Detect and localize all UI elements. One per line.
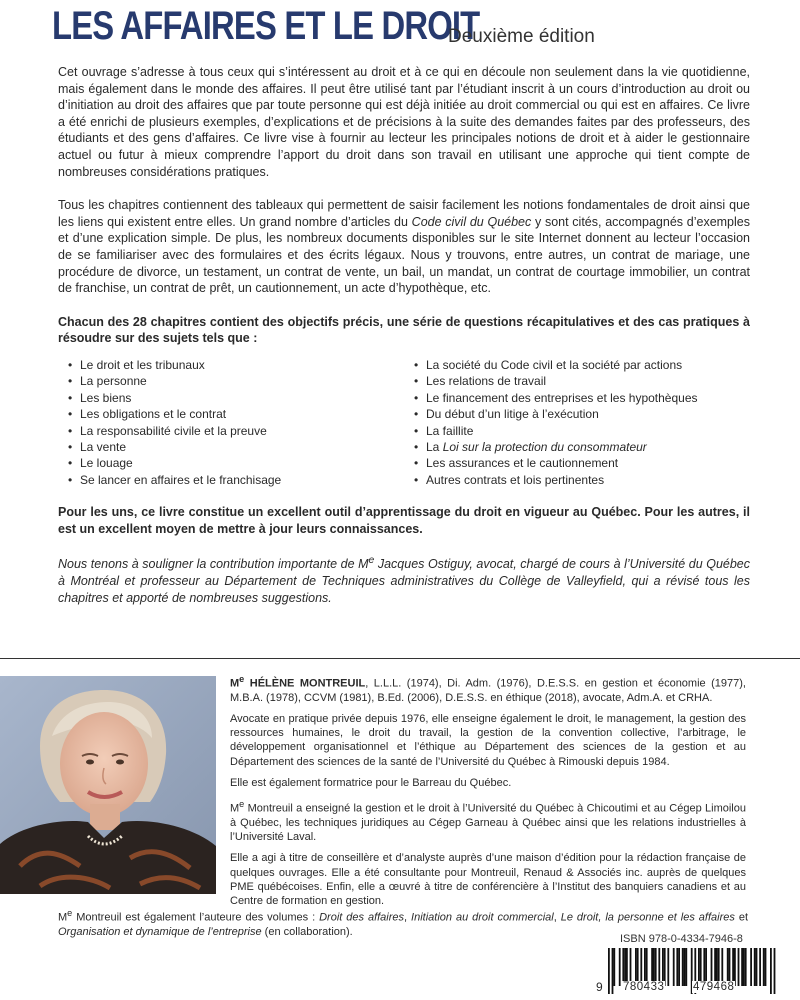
volume-title: Droit des affaires bbox=[319, 911, 405, 924]
barcode-bar bbox=[685, 948, 687, 986]
author-credentials: , L.L.L. (1974), Di. Adm. (1976), D.E.S.S. en gestion et économie (1977), M.B.A. (1978), CCVM (1981), B.Ed. (2006), D.E.S.S. en éthique (2018), avocate, Adm.A. et CRHA. bbox=[230, 677, 746, 704]
volume-title: Initiation au droit commercial bbox=[411, 911, 554, 924]
bio-prefix: M bbox=[230, 802, 240, 815]
barcode-bar bbox=[745, 948, 747, 986]
thanks-text-b: Jacques Ostiguy, avocat, chargé de cours à l’Université du Québec à Montréal et professeur au Département de Techniques administratives du Collège de Valleyfield, qui a révisé tous les chapitres et apporté de nombreuses suggestions. bbox=[58, 557, 750, 605]
thanks-text-a: Nous tenons à souligner la contribution importante de M bbox=[58, 557, 369, 572]
barcode-bar bbox=[667, 948, 669, 986]
barcode-bar bbox=[756, 948, 758, 986]
topic-item: • La vente bbox=[68, 439, 404, 455]
footer-sup: e bbox=[67, 908, 73, 918]
barcode-bar bbox=[743, 948, 745, 986]
topic-item: • Autres contrats et lois pertinentes bbox=[414, 472, 750, 488]
section-divider bbox=[0, 658, 800, 659]
author-name-prefix: M bbox=[230, 677, 240, 690]
author-name: HÉLÈNE MONTREUIL bbox=[244, 677, 366, 690]
conclusion-paragraph: Pour les uns, ce livre constitue un excellent outil d’apprentissage du droit en vigueur au Québec. Pour les autres, il est un excellent moyen de mettre à jour leurs connaissances. bbox=[58, 505, 750, 536]
topic-item: • Les relations de travail bbox=[414, 373, 750, 389]
topic-prefix: La bbox=[426, 439, 443, 454]
barcode-bar bbox=[684, 948, 686, 986]
intro-paragraph: Cet ouvrage s’adresse à tous ceux qui s’intéressent au droit et à ce qui en découle non seulement dans la vie quotidienne, mais également dans le monde des affaires. Il peut être utilisé tant par l’étudiant inscrit à un cours d’introduction au droit ou d’initiation au droit des affaires que par toute personne qui est déjà initiée au droit commercial ou qui est en affaires. Ce livre a été enrichi de plusieurs exemples, d’explications et de précisions à la suite des demandes faites par des professeurs, des étudiants et des gens d’affaires. Ce livre vise à fournir au lecteur les principales notions de droit et à aider le gestionnaire actuel ou futur à mieux comprendre l’apport du droit dans son travail en utilisant une approche qui tient compte de nombreuses considérations pratiques. bbox=[58, 65, 750, 179]
isbn-label: ISBN 978-0-4334-7946-8 bbox=[620, 933, 743, 945]
barcode-right-digits: 479468 bbox=[693, 981, 735, 993]
barcode-bar bbox=[759, 948, 761, 986]
footer-sep: et bbox=[734, 911, 748, 924]
book-title: LES AFFAIRES ET LE DROIT bbox=[52, 4, 480, 48]
footer-text-b: (en collaboration). bbox=[261, 926, 353, 939]
barcode-bar bbox=[763, 948, 765, 986]
author-bio bbox=[230, 672, 746, 915]
topic-item: • Les biens bbox=[68, 390, 404, 406]
barcode-bar bbox=[608, 948, 610, 994]
bio-paragraph: Avocate en pratique privée depuis 1976, elle enseigne également le droit, le management, la gestion des ressources humaines, le droit du travail, la gestion de la convention collective, l’arbitrage, le développement organisationnel et l’éthique au Département des sciences de la gestion et au Département des sciences de la santé de l’Université du Québec à Rimouski depuis 1984. bbox=[230, 713, 746, 768]
footer-prefix: M bbox=[58, 911, 68, 924]
thanks-paragraph bbox=[58, 553, 750, 606]
barcode-bar bbox=[741, 948, 743, 986]
topic-item: • Le droit et les tribunaux bbox=[68, 357, 404, 373]
author-name-sup: e bbox=[239, 674, 245, 684]
topic-item: • Le financement des entreprises et les hypothèques bbox=[414, 390, 750, 406]
topic-item: • Se lancer en affaires et le franchisage bbox=[68, 472, 404, 488]
topic-item: • La société du Code civil et la société par actions bbox=[414, 357, 750, 373]
chapters-text-b: y sont cités, accompagnés d’exemples et d’une explication simple. De plus, les nombreux documents disponibles sur le site Internet donnent au lecteur l’occasion de se familiariser avec des formulaires et des écrits légaux. Nous y trouvons, entre autres, un contrat de mariage, une procédure de divorce, un testament, un contrat de vente, un bail, un mandat, un contrat de courtage immobilier, un contrat de franchise, un contrat de prêt, un cautionnement, un acte d’hypothèque, etc. bbox=[58, 214, 750, 296]
topic-item: • Du début d’un litige à l’exécution bbox=[414, 406, 750, 422]
barcode-bar bbox=[678, 948, 680, 986]
barcode-bar bbox=[774, 948, 776, 994]
description bbox=[58, 64, 750, 606]
bio-text: Montreuil a enseigné la gestion et le droit à l’Université du Québec à Chicoutimi et au Cégep Limoilou à Québec, les techniques juridiques au Cégep Garneau à Québec ainsi que les relations industrielles à l’Université Laval. bbox=[230, 802, 746, 844]
chapters-paragraph bbox=[58, 197, 750, 297]
edition-label: Deuxième édition bbox=[448, 26, 595, 47]
volume-title: Le droit, la personne et les affaires bbox=[560, 911, 735, 924]
bio-credentials bbox=[230, 672, 746, 705]
barcode-bar bbox=[682, 948, 684, 986]
topic-item: • Le louage bbox=[68, 455, 404, 471]
objectives-paragraph: Chacun des 28 chapitres contient des objectifs précis, une série de questions récapitulatives et des cas pratiques à résoudre sur des sujets tels que : bbox=[58, 314, 750, 346]
thanks-sup: e bbox=[368, 555, 375, 567]
bio-paragraph bbox=[230, 797, 746, 844]
topics-right-column bbox=[404, 357, 750, 488]
barcode-bar bbox=[770, 948, 772, 994]
volume-title: Organisation et dynamique de l’entreprise bbox=[58, 926, 262, 939]
barcode-bar bbox=[612, 948, 614, 994]
barcode-left-digits: 780433 bbox=[623, 981, 665, 993]
topic-item: • Les assurances et le cautionnement bbox=[414, 455, 750, 471]
topic-item: • La faillite bbox=[414, 423, 750, 439]
barcode-bar bbox=[676, 948, 678, 986]
topic-item: • La responsabilité civile et la preuve bbox=[68, 423, 404, 439]
barcode-bar bbox=[765, 948, 767, 986]
bio-sup: e bbox=[239, 799, 245, 810]
header bbox=[52, 4, 772, 52]
barcode-bar bbox=[750, 948, 752, 986]
topics-left-column bbox=[58, 357, 404, 488]
code-civil-title: Code civil du Québec bbox=[411, 214, 532, 229]
barcode-bar bbox=[673, 948, 675, 986]
bio-paragraph: Elle a agi à titre de conseillère et d’analyste auprès d’une maison d’édition pour la rédaction française de quelques ouvrages. Elle a été consultante pour Montreuil, Renaud & Associés inc. auprès de quelques PME québécoises. Enfin, elle a œuvré à titre de conférencière à l’Institut des banquiers canadiens et au Centre de formation en gestion. bbox=[230, 852, 746, 907]
barcode-bar bbox=[738, 948, 740, 986]
topic-item: • Les obligations et le contrat bbox=[68, 406, 404, 422]
topics-list bbox=[58, 357, 750, 488]
chapters-text-a: Tous les chapitres contiennent des tableaux qui permettent de saisir facilement les notions fondamentales de droit ainsi que les liens qui existent entre elles. Un grand nombre d’articles du bbox=[58, 198, 750, 229]
barcode-first-digit: 9 bbox=[596, 980, 603, 994]
topic-law-title: Loi sur la protection du consommateur bbox=[442, 439, 647, 454]
author-portrait-illustration bbox=[0, 676, 216, 894]
footer-text-a: Montreuil est également l’auteure des volumes : bbox=[72, 911, 320, 924]
footer-sep: , bbox=[404, 911, 412, 924]
author-photo bbox=[0, 676, 216, 894]
barcode-bar bbox=[613, 948, 615, 986]
topic-item: • La personne bbox=[68, 373, 404, 389]
footer-sep: , bbox=[553, 911, 561, 924]
isbn-barcode bbox=[596, 948, 776, 998]
barcode-bar bbox=[619, 948, 621, 986]
topic-item-consumer-law bbox=[414, 439, 750, 455]
bio-paragraph: Elle est également formatrice pour le Barreau du Québec. bbox=[230, 776, 512, 789]
barcode-bar bbox=[754, 948, 756, 986]
